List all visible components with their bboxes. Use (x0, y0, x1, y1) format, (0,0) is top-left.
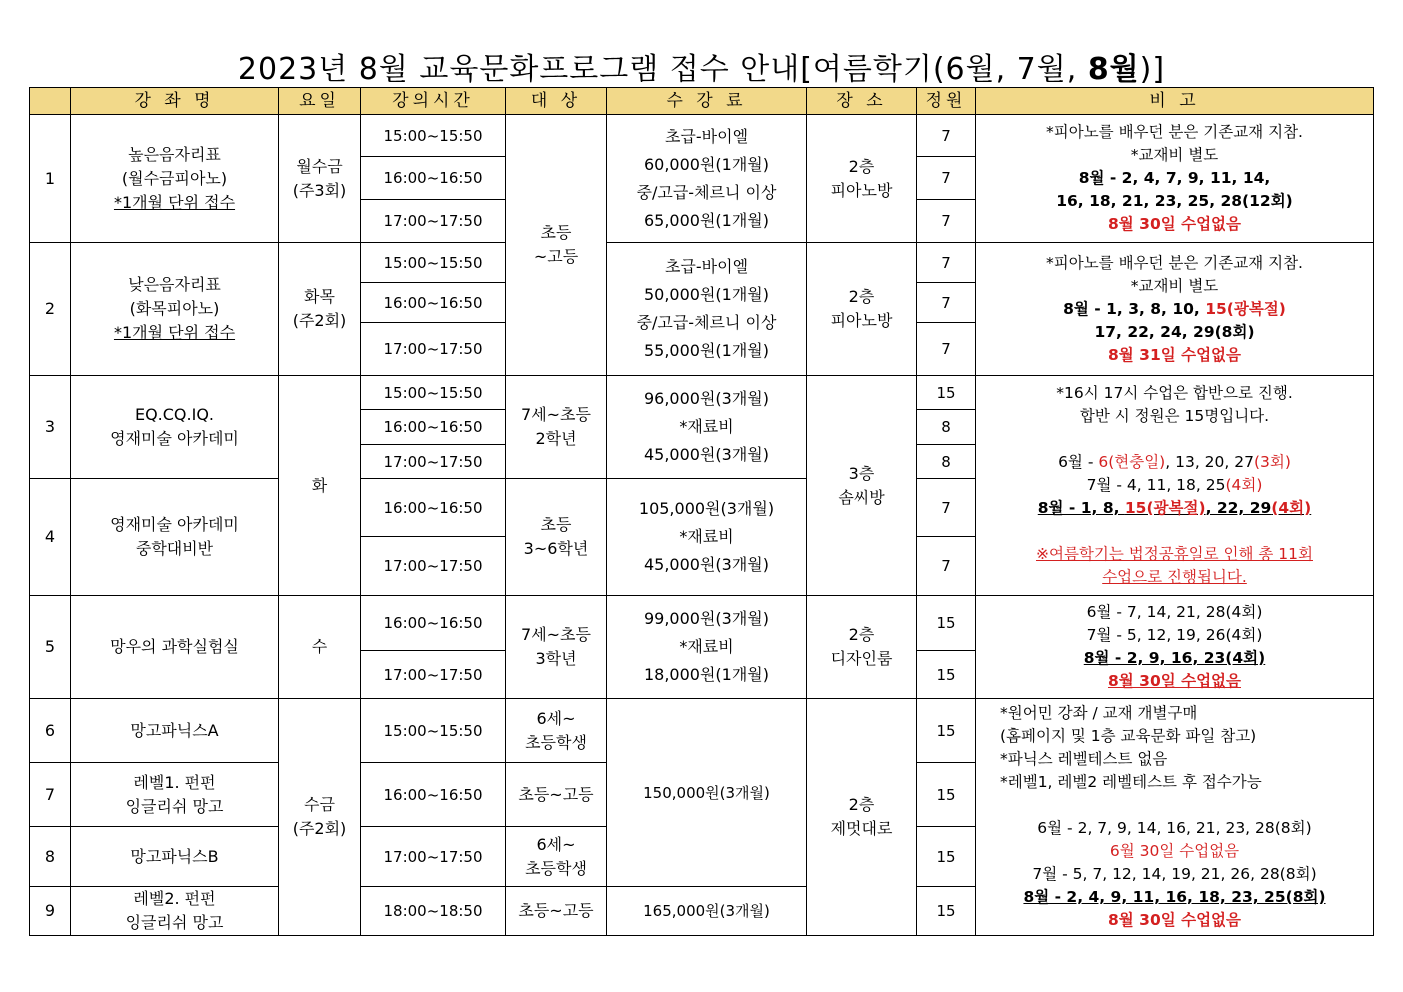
fee-line: 초급-바이엘 (664, 257, 749, 276)
remark-line: *레벨1, 레벨2 레벨테스트 후 접수가능 (1000, 773, 1262, 791)
table-row (30, 243, 1374, 283)
fee-line: 99,000원(3개월) (643, 609, 770, 628)
target-group (506, 596, 607, 699)
class-time: 16:00~16:50 (361, 763, 506, 827)
title-bold-month: 8월 (1087, 52, 1140, 87)
target-line: 2학년 (535, 429, 577, 448)
remark-notice: ※여름학기는 법정공휴일로 인해 총 11회 (1035, 545, 1313, 563)
fee-line: *재료비 (679, 637, 734, 656)
capacity: 8 (917, 410, 976, 445)
remark-text: 7월 - 4, 11, 18, 25 (1086, 476, 1226, 494)
remark-line: 16, 18, 21, 23, 25, 28(12회) (1056, 192, 1293, 210)
fee-line: 55,000원(1개월) (643, 341, 770, 360)
remark-spacer (976, 520, 1373, 543)
target-line: 7세~초등 (521, 405, 591, 424)
course-day: 화 (279, 376, 361, 596)
capacity: 7 (917, 243, 976, 283)
class-time: 16:00~16:50 (361, 596, 506, 651)
class-time: 17:00~17:50 (361, 323, 506, 376)
remark-line: *피아노를 배우던 분은 기존교재 지참. (1046, 253, 1303, 272)
class-time: 17:00~17:50 (361, 651, 506, 699)
course-name-line: 레벨2. 펀펀 (133, 889, 216, 908)
class-time: 16:00~16:50 (361, 479, 506, 537)
place-room: 솜씨방 (838, 487, 885, 507)
target-group (506, 479, 607, 596)
header-remark: 비 고 (976, 88, 1374, 115)
day-text: 수금 (304, 795, 335, 814)
header-row (30, 88, 1374, 115)
target-line: 초등학생 (525, 858, 587, 878)
course-name-line: 낮은음자리표 (128, 275, 221, 294)
course-day: 수 (279, 596, 361, 699)
fee-line: 50,000원(1개월) (643, 285, 770, 304)
class-time: 17:00~17:50 (361, 537, 506, 596)
capacity: 7 (917, 479, 976, 537)
header-place: 장 소 (807, 88, 917, 115)
course-day (279, 243, 361, 376)
course-name-line: EQ.CQ.IQ. (134, 405, 215, 424)
remark-no-class: 8월 30일 수업없음 (1108, 911, 1241, 929)
remark-holiday: 15(광복절) (1205, 299, 1286, 318)
target-line: ~고등 (533, 247, 579, 266)
course-name-line: 중학대비반 (135, 539, 214, 558)
target-line: 3~6학년 (523, 539, 589, 558)
remark-spacer (976, 428, 1373, 451)
remark (976, 699, 1374, 936)
row-number: 8 (30, 827, 71, 887)
fee-line: 105,000원(3개월) (638, 499, 775, 518)
row-number: 9 (30, 887, 71, 936)
course-name: 망우의 과학실험실 (71, 596, 279, 699)
remark-line (976, 298, 1373, 321)
course-name-line: 영재미술 아카데미 (110, 429, 239, 448)
capacity: 7 (917, 323, 976, 376)
remark-line (976, 474, 1373, 497)
class-place (807, 596, 917, 699)
remark-holiday: 6(현충일) (1098, 453, 1166, 471)
place-floor: 3층 (848, 463, 875, 483)
day-frequency: (주3회) (292, 180, 347, 200)
remark-line: (홈페이지 및 1층 교육문화 파일 참고) (1000, 727, 1257, 745)
header-target: 대 상 (506, 88, 607, 115)
remark-count: (4회) (1225, 476, 1263, 494)
header-num (30, 88, 71, 115)
place-floor: 2층 (848, 156, 875, 176)
remark (976, 376, 1374, 596)
row-number: 6 (30, 699, 71, 763)
class-place (807, 115, 917, 243)
remark (976, 115, 1374, 243)
course-day (279, 699, 361, 936)
course-fee (607, 115, 807, 243)
day-frequency: (주2회) (292, 819, 347, 838)
target-group: 초등~고등 (506, 763, 607, 827)
capacity: 8 (917, 445, 976, 479)
place-floor: 2층 (848, 625, 875, 644)
remark-no-class: 8월 30일 수업없음 (1108, 215, 1241, 233)
course-name-line: (화목피아노) (129, 299, 220, 318)
course-name: 망고파닉스A (71, 699, 279, 763)
row-number: 7 (30, 763, 71, 827)
target-group: 초등~고등 (506, 887, 607, 936)
target-line: 7세~초등 (521, 625, 591, 644)
table-row (30, 596, 1374, 651)
capacity: 7 (917, 537, 976, 596)
course-fee (607, 243, 807, 376)
class-time: 15:00~15:50 (361, 243, 506, 283)
remark-line: 8월 - 2, 4, 9, 11, 16, 18, 23, 25(8회) (1023, 888, 1326, 906)
place-floor: 2층 (848, 287, 875, 306)
row-number: 5 (30, 596, 71, 699)
capacity: 15 (917, 596, 976, 651)
class-time: 16:00~16:50 (361, 157, 506, 200)
class-time: 15:00~15:50 (361, 115, 506, 157)
remark-line: *원어민 강좌 / 교재 개별구매 (1000, 704, 1198, 722)
target-line: 초등 (540, 223, 572, 242)
place-room: 제멋대로 (830, 819, 893, 838)
course-name-note: *1개월 단위 접수 (113, 323, 236, 342)
capacity: 7 (917, 115, 976, 157)
remark-line: *파닉스 레벨테스트 없음 (1000, 750, 1168, 768)
course-name (71, 243, 279, 376)
target-group (506, 699, 607, 763)
row-number: 4 (30, 479, 71, 596)
remark-text: 8월 - 1, 8, (1037, 499, 1125, 517)
remark-no-class: 8월 31일 수업없음 (1108, 345, 1241, 364)
remark-line: 6월 - 2, 7, 9, 14, 16, 21, 23, 28(8회) (1037, 819, 1312, 837)
remark-line: 17, 22, 24, 29(8회) (1094, 322, 1255, 341)
remark-line: 8월 - 2, 4, 7, 9, 11, 14, (1078, 169, 1271, 187)
course-name (71, 479, 279, 596)
remark-line (976, 497, 1373, 520)
remark-line: 6월 - 7, 14, 21, 28(4회) (1086, 603, 1263, 621)
header-time: 강의시간 (361, 88, 506, 115)
fee-line: 96,000원(3개월) (643, 389, 770, 408)
target-group (506, 376, 607, 479)
remark-line: *16시 17시 수업은 합반으로 진행. (1056, 384, 1293, 402)
class-time: 17:00~17:50 (361, 200, 506, 243)
remark-line: 7월 - 5, 7, 12, 14, 19, 21, 26, 28(8회) (1032, 865, 1317, 883)
class-place (807, 376, 917, 596)
header-course-name: 강 좌 명 (71, 88, 279, 115)
title-text: 2023년 8월 교육문화프로그램 접수 안내[여름학기(6월, 7월, (237, 52, 1088, 87)
remark-text: 6월 - (1058, 453, 1099, 471)
remark-line: *피아노를 배우던 분은 기존교재 지참. (1046, 123, 1303, 141)
remark-line (976, 451, 1373, 474)
target-line: 6세~ (536, 834, 576, 854)
course-name (71, 115, 279, 243)
course-name (71, 887, 279, 936)
header-day: 요일 (279, 88, 361, 115)
row-number: 3 (30, 376, 71, 479)
title-tail: )] (1139, 52, 1166, 87)
remark-text: , 22, 29 (1205, 499, 1272, 517)
remark-line: 7월 - 5, 12, 19, 26(4회) (1086, 626, 1263, 644)
remark-no-class: 8월 30일 수업없음 (1108, 672, 1241, 690)
fee-line: 18,000원(1개월) (643, 665, 770, 684)
class-time: 18:00~18:50 (361, 887, 506, 936)
remark-text: 8월 - 1, 3, 8, 10, (1063, 299, 1206, 318)
fee-line: 초급-바이엘 (664, 126, 749, 146)
remark-line: *교재비 별도 (1130, 276, 1219, 295)
capacity: 7 (917, 283, 976, 323)
course-fee (607, 596, 807, 699)
capacity: 15 (917, 651, 976, 699)
course-fee: 165,000원(3개월) (607, 887, 807, 936)
fee-line: 중/고급-체르니 이상 (636, 182, 777, 202)
row-number: 1 (30, 115, 71, 243)
place-room: 피아노방 (830, 180, 893, 200)
course-fee: 150,000원(3개월) (607, 699, 807, 887)
course-name-line: (월수금피아노) (121, 168, 228, 188)
class-time: 16:00~16:50 (361, 410, 506, 445)
remark-notice: 수업으로 진행됩니다. (1102, 568, 1247, 586)
course-name-line: 높은음자리표 (128, 144, 221, 164)
table-row (30, 115, 1374, 157)
class-place (807, 243, 917, 376)
course-day (279, 115, 361, 243)
remark-count: (4회) (1271, 499, 1312, 517)
remark-line: 8월 - 2, 9, 16, 23(4회) (1083, 649, 1266, 667)
class-time: 16:00~16:50 (361, 283, 506, 323)
capacity: 15 (917, 699, 976, 763)
fee-line: 65,000원(1개월) (643, 210, 770, 230)
capacity: 7 (917, 157, 976, 200)
day-text: 월수금 (296, 156, 343, 176)
fee-line: 60,000원(1개월) (643, 154, 770, 174)
course-name (71, 763, 279, 827)
remark (976, 596, 1374, 699)
page-title (0, 44, 1403, 88)
course-name-line: 영재미술 아카데미 (110, 515, 239, 534)
course-name-line: 잉글리쉬 망고 (125, 913, 224, 932)
course-name-line: 잉글리쉬 망고 (125, 796, 224, 816)
place-floor: 2층 (848, 795, 875, 814)
schedule-table (29, 87, 1374, 936)
fee-line: 중/고급-체르니 이상 (636, 313, 777, 332)
remark-line: 합반 시 정원은 15명입니다. (1079, 407, 1270, 425)
target-line: 3학년 (535, 649, 577, 668)
remark-holiday: 15(광복절) (1124, 499, 1206, 517)
capacity: 15 (917, 887, 976, 936)
target-line: 초등학생 (525, 732, 587, 752)
row-number: 2 (30, 243, 71, 376)
class-time: 17:00~17:50 (361, 827, 506, 887)
capacity: 7 (917, 200, 976, 243)
capacity: 15 (917, 376, 976, 410)
fee-line: 45,000원(3개월) (643, 445, 770, 464)
target-line: 6세~ (536, 708, 576, 728)
header-fee: 수 강 료 (607, 88, 807, 115)
place-room: 디자인룸 (830, 649, 893, 668)
course-fee (607, 376, 807, 479)
course-name (71, 376, 279, 479)
target-group (506, 827, 607, 887)
fee-line: 45,000원(3개월) (643, 555, 770, 574)
table-row (30, 699, 1374, 763)
remark-text: , 13, 20, 27 (1165, 453, 1254, 471)
class-time: 17:00~17:50 (361, 445, 506, 479)
class-time: 15:00~15:50 (361, 699, 506, 763)
remark-count: (3회) (1253, 453, 1291, 471)
remark (976, 243, 1374, 376)
course-name-line: 레벨1. 펀펀 (133, 772, 216, 792)
capacity: 15 (917, 763, 976, 827)
remark-line: *교재비 별도 (1130, 146, 1219, 164)
day-text: 화목 (304, 287, 335, 306)
target-line: 초등 (540, 515, 572, 534)
table-row (30, 376, 1374, 410)
course-name: 망고파닉스B (71, 827, 279, 887)
day-frequency: (주2회) (292, 311, 347, 330)
class-time: 15:00~15:50 (361, 376, 506, 410)
fee-line: *재료비 (679, 417, 734, 436)
header-capacity: 정원 (917, 88, 976, 115)
remark-spacer (1000, 794, 1373, 817)
target-group (506, 115, 607, 376)
class-place (807, 699, 917, 936)
course-fee (607, 479, 807, 596)
fee-line: *재료비 (679, 527, 734, 546)
remark-no-class: 6월 30일 수업없음 (1109, 842, 1240, 860)
course-name-note: *1개월 단위 접수 (113, 192, 236, 212)
capacity: 15 (917, 827, 976, 887)
place-room: 피아노방 (830, 311, 893, 330)
